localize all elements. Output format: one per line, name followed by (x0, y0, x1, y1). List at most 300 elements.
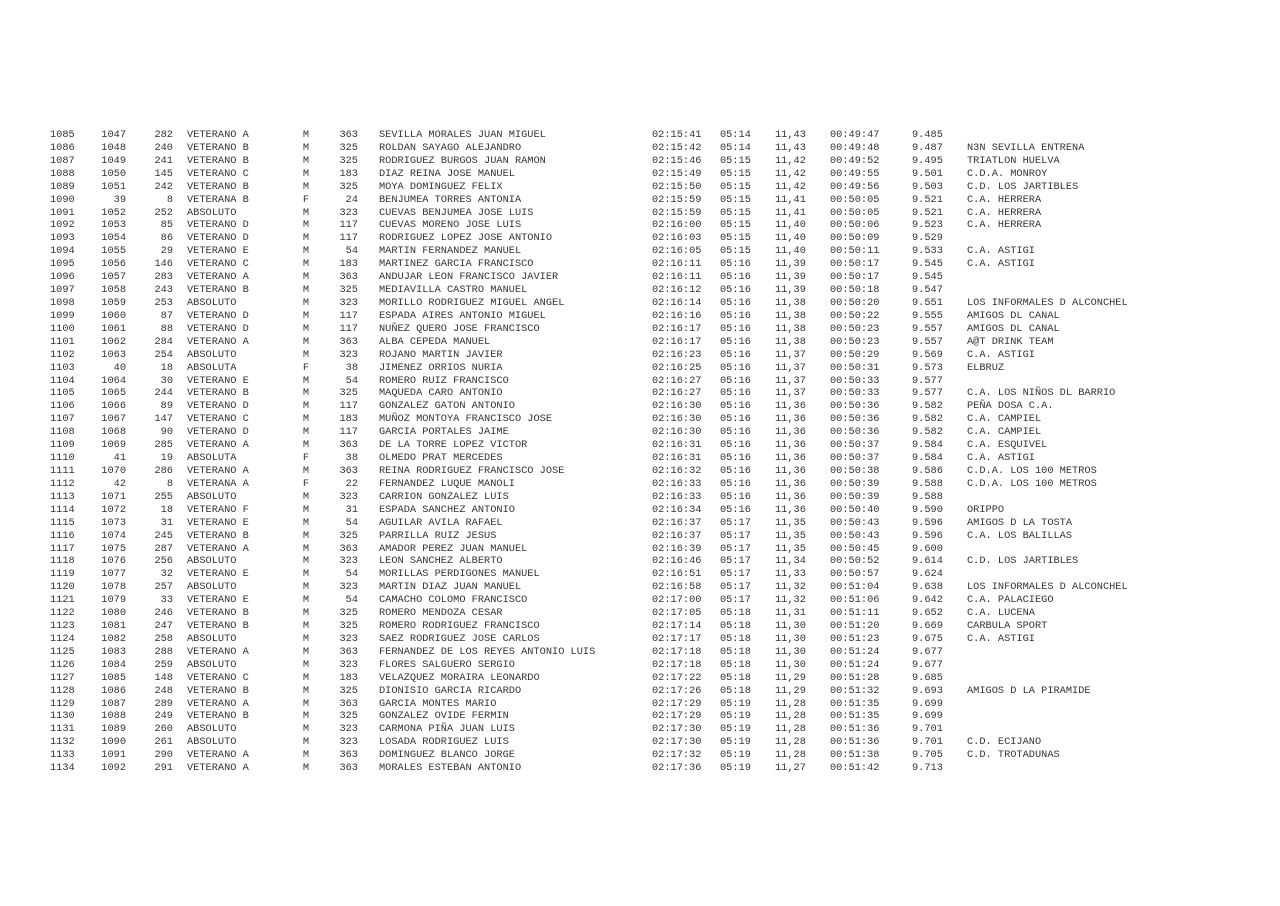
overall-position: 1090 (50, 193, 75, 206)
sex: M (302, 645, 310, 658)
club-name: C.A. LUCENA (967, 607, 1035, 620)
points: 9.600 (912, 542, 943, 555)
gender-position: 42 (113, 477, 126, 490)
points: 9.555 (912, 309, 943, 322)
points: 9.685 (912, 671, 943, 684)
sex: M (302, 400, 310, 413)
overall-position: 1085 (50, 129, 75, 141)
time-behind: 00:50:36 (830, 413, 880, 426)
overall-position: 1109 (50, 439, 75, 452)
table-row (0, 620, 1280, 633)
overall-position: 1107 (50, 413, 75, 426)
overall-position: 1095 (50, 258, 75, 271)
points: 9.638 (912, 581, 943, 594)
pace: 05:16 (720, 361, 751, 374)
finish-time: 02:16:12 (652, 284, 702, 297)
club-name: ORIPPO (967, 503, 1005, 516)
finish-time: 02:17:17 (652, 632, 702, 645)
category-total: 325 (339, 387, 358, 400)
speed: 11,43 (775, 141, 806, 154)
finish-time: 02:17:32 (652, 749, 702, 762)
time-behind: 00:50:18 (830, 284, 880, 297)
finish-time: 02:16:30 (652, 413, 702, 426)
runner-name: SAEZ RODRIGUEZ JOSE CARLOS (379, 632, 540, 645)
time-behind: 00:50:05 (830, 193, 880, 206)
finish-time: 02:16:03 (652, 232, 702, 245)
finish-time: 02:16:23 (652, 348, 702, 361)
category-total: 323 (339, 632, 358, 645)
table-row (0, 749, 1280, 762)
points: 9.577 (912, 387, 943, 400)
speed: 11,39 (775, 258, 806, 271)
overall-position: 1118 (50, 555, 75, 568)
category-total: 363 (339, 464, 358, 477)
time-behind: 00:50:37 (830, 439, 880, 452)
sex: M (302, 632, 310, 645)
club-name: C.D. LOS JARTIBLES (967, 180, 1079, 193)
club-name: PEÑA DOSA C.A. (967, 400, 1054, 413)
category-total: 54 (345, 374, 358, 387)
runner-name: ESPADA SANCHEZ ANTONIO (379, 503, 515, 516)
category-total: 117 (339, 400, 358, 413)
overall-position: 1108 (50, 426, 75, 439)
category-name: VETERANO D (187, 426, 249, 439)
runner-name: CUEVAS MORENO JOSE LUIS (379, 219, 522, 232)
pace: 05:16 (720, 374, 751, 387)
time-behind: 00:51:35 (830, 710, 880, 723)
category-position: 249 (154, 710, 173, 723)
points: 9.586 (912, 464, 943, 477)
points: 9.705 (912, 749, 943, 762)
runner-name: SEVILLA MORALES JUAN MIGUEL (379, 129, 546, 141)
pace: 05:15 (720, 232, 751, 245)
gender-position: 1062 (101, 335, 126, 348)
points: 9.485 (912, 129, 943, 141)
gender-position: 1059 (101, 296, 126, 309)
finish-time: 02:17:22 (652, 671, 702, 684)
runner-name: GARCIA PORTALES JAIME (379, 426, 509, 439)
speed: 11,36 (775, 439, 806, 452)
runner-name: MORILLO RODRIGUEZ MIGUEL ANGEL (379, 296, 565, 309)
time-behind: 00:50:52 (830, 555, 880, 568)
overall-position: 1120 (50, 581, 75, 594)
finish-time: 02:15:49 (652, 167, 702, 180)
overall-position: 1100 (50, 322, 75, 335)
category-position: 248 (154, 684, 173, 697)
points: 9.573 (912, 361, 943, 374)
overall-position: 1122 (50, 607, 75, 620)
speed: 11,28 (775, 723, 806, 736)
table-row (0, 181, 1280, 194)
category-position: 283 (154, 271, 173, 284)
table-row (0, 633, 1280, 646)
club-name: C.A. HERRERA (967, 193, 1042, 206)
gender-position: 1086 (101, 684, 126, 697)
pace: 05:16 (720, 296, 751, 309)
table-row (0, 297, 1280, 310)
points: 9.577 (912, 374, 943, 387)
time-behind: 00:50:43 (830, 529, 880, 542)
points: 9.669 (912, 620, 943, 633)
pace: 05:18 (720, 620, 751, 633)
gender-position: 1067 (101, 413, 126, 426)
finish-time: 02:16:33 (652, 477, 702, 490)
time-behind: 00:50:22 (830, 309, 880, 322)
table-row (0, 465, 1280, 478)
pace: 05:16 (720, 284, 751, 297)
finish-time: 02:16:17 (652, 335, 702, 348)
pace: 05:16 (720, 258, 751, 271)
table-row (0, 284, 1280, 297)
points: 9.693 (912, 684, 943, 697)
points: 9.642 (912, 594, 943, 607)
overall-position: 1130 (50, 710, 75, 723)
category-position: 86 (160, 232, 173, 245)
points: 9.547 (912, 284, 943, 297)
overall-position: 1086 (50, 141, 75, 154)
overall-position: 1133 (50, 749, 75, 762)
overall-position: 1124 (50, 632, 75, 645)
finish-time: 02:15:59 (652, 193, 702, 206)
table-row (0, 439, 1280, 452)
points: 9.582 (912, 413, 943, 426)
speed: 11,36 (775, 452, 806, 465)
speed: 11,37 (775, 361, 806, 374)
category-name: VETERANO D (187, 232, 249, 245)
category-total: 325 (339, 710, 358, 723)
overall-position: 1102 (50, 348, 75, 361)
overall-position: 1115 (50, 516, 75, 529)
overall-position: 1132 (50, 736, 75, 749)
category-position: 287 (154, 542, 173, 555)
category-position: 260 (154, 723, 173, 736)
table-row (0, 594, 1280, 607)
points: 9.557 (912, 322, 943, 335)
overall-position: 1097 (50, 284, 75, 297)
category-position: 89 (160, 400, 173, 413)
category-name: VETERANO A (187, 439, 249, 452)
gender-position: 1078 (101, 581, 126, 594)
time-behind: 00:50:36 (830, 400, 880, 413)
runner-name: MEDIAVILLA CASTRO MANUEL (379, 284, 528, 297)
runner-name: PARRILLA RUIZ JESUS (379, 529, 497, 542)
overall-position: 1111 (50, 464, 75, 477)
sex: M (302, 658, 310, 671)
category-total: 323 (339, 348, 358, 361)
time-behind: 00:51:04 (830, 581, 880, 594)
finish-time: 02:16:37 (652, 529, 702, 542)
category-position: 8 (166, 477, 173, 490)
speed: 11,40 (775, 245, 806, 258)
gender-position: 1088 (101, 710, 126, 723)
points: 9.699 (912, 710, 943, 723)
finish-time: 02:16:31 (652, 439, 702, 452)
runner-name: FERNANDEZ LUQUE MANOLI (379, 477, 515, 490)
category-total: 54 (345, 594, 358, 607)
time-behind: 00:50:06 (830, 219, 880, 232)
category-name: VETERANO A (187, 645, 249, 658)
club-name: C.A. LOS NIÑOS DL BARRIO (967, 387, 1116, 400)
category-position: 252 (154, 206, 173, 219)
pace: 05:16 (720, 400, 751, 413)
overall-position: 1119 (50, 568, 75, 581)
gender-position: 1058 (101, 284, 126, 297)
category-total: 183 (339, 413, 358, 426)
category-total: 183 (339, 167, 358, 180)
runner-name: MORALES ESTEBAN ANTONIO (379, 762, 522, 775)
pace: 05:16 (720, 413, 751, 426)
pace: 05:19 (720, 749, 751, 762)
points: 9.584 (912, 452, 943, 465)
overall-position: 1134 (50, 762, 75, 775)
category-total: 117 (339, 219, 358, 232)
overall-position: 1129 (50, 697, 75, 710)
sex: M (302, 348, 310, 361)
club-name: AMIGOS DL CANAL (967, 309, 1060, 322)
sex: M (302, 374, 310, 387)
gender-position: 1079 (101, 594, 126, 607)
pace: 05:16 (720, 439, 751, 452)
table-row (0, 168, 1280, 181)
category-position: 240 (154, 141, 173, 154)
category-name: ABSOLUTO (187, 658, 237, 671)
gender-position: 1085 (101, 671, 126, 684)
gender-position: 1063 (101, 348, 126, 361)
pace: 05:17 (720, 529, 751, 542)
sex: M (302, 206, 310, 219)
runner-name: DOMINGUEZ BLANCO JORGE (379, 749, 515, 762)
sex: M (302, 245, 310, 258)
category-position: 246 (154, 607, 173, 620)
table-row (0, 336, 1280, 349)
category-name: ABSOLUTO (187, 490, 237, 503)
category-total: 325 (339, 141, 358, 154)
time-behind: 00:49:52 (830, 154, 880, 167)
table-row (0, 452, 1280, 465)
pace: 05:15 (720, 245, 751, 258)
finish-time: 02:16:46 (652, 555, 702, 568)
speed: 11,40 (775, 232, 806, 245)
pace: 05:16 (720, 322, 751, 335)
category-total: 24 (345, 193, 358, 206)
category-total: 323 (339, 206, 358, 219)
sex: M (302, 594, 310, 607)
club-name: C.A. PALACIEGO (967, 594, 1054, 607)
category-position: 148 (154, 671, 173, 684)
time-behind: 00:51:24 (830, 658, 880, 671)
table-row (0, 194, 1280, 207)
club-name: C.A. ASTIGI (967, 348, 1035, 361)
sex: M (302, 141, 310, 154)
category-total: 323 (339, 658, 358, 671)
sex: M (302, 684, 310, 697)
runner-name: ROJANO MARTIN JAVIER (379, 348, 503, 361)
category-total: 363 (339, 542, 358, 555)
speed: 11,37 (775, 348, 806, 361)
category-position: 32 (160, 568, 173, 581)
table-row (0, 310, 1280, 323)
sex: M (302, 335, 310, 348)
sex: M (302, 568, 310, 581)
category-total: 363 (339, 697, 358, 710)
finish-time: 02:16:37 (652, 516, 702, 529)
overall-position: 1128 (50, 684, 75, 697)
club-name: A@T DRINK TEAM (967, 335, 1054, 348)
finish-time: 02:17:29 (652, 710, 702, 723)
category-position: 18 (160, 503, 173, 516)
table-row (0, 581, 1280, 594)
speed: 11,28 (775, 736, 806, 749)
table-row (0, 207, 1280, 220)
category-position: 19 (160, 452, 173, 465)
sex: M (302, 607, 310, 620)
club-name: C.A. ASTIGI (967, 632, 1035, 645)
table-row (0, 155, 1280, 168)
table-row (0, 258, 1280, 271)
points: 9.569 (912, 348, 943, 361)
points: 9.582 (912, 400, 943, 413)
overall-position: 1121 (50, 594, 75, 607)
time-behind: 00:51:32 (830, 684, 880, 697)
club-name: AMIGOS DL CANAL (967, 322, 1060, 335)
overall-position: 1093 (50, 232, 75, 245)
finish-time: 02:16:33 (652, 490, 702, 503)
points: 9.699 (912, 697, 943, 710)
category-position: 290 (154, 749, 173, 762)
category-position: 255 (154, 490, 173, 503)
table-row (0, 646, 1280, 659)
gender-position: 1060 (101, 309, 126, 322)
points: 9.529 (912, 232, 943, 245)
speed: 11,30 (775, 645, 806, 658)
category-name: VETERANO A (187, 271, 249, 284)
overall-position: 1123 (50, 620, 75, 633)
sex: M (302, 154, 310, 167)
runner-name: ESPADA AIRES ANTONIO MIGUEL (379, 309, 546, 322)
category-position: 31 (160, 516, 173, 529)
pace: 05:16 (720, 477, 751, 490)
runner-name: RODRIGUEZ LOPEZ JOSE ANTONIO (379, 232, 553, 245)
category-name: ABSOLUTO (187, 206, 237, 219)
sex: M (302, 413, 310, 426)
table-row (0, 710, 1280, 723)
category-name: ABSOLUTO (187, 736, 237, 749)
time-behind: 00:50:43 (830, 516, 880, 529)
club-name: C.A. ASTIGI (967, 258, 1035, 271)
time-behind: 00:51:20 (830, 620, 880, 633)
sex: F (302, 361, 310, 374)
pace: 05:17 (720, 542, 751, 555)
speed: 11,29 (775, 684, 806, 697)
points: 9.487 (912, 141, 943, 154)
runner-name: CUEVAS BENJUMEA JOSE LUIS (379, 206, 534, 219)
category-position: 90 (160, 426, 173, 439)
points: 9.584 (912, 439, 943, 452)
speed: 11,36 (775, 426, 806, 439)
category-position: 282 (154, 129, 173, 141)
pace: 05:19 (720, 762, 751, 775)
points: 9.503 (912, 180, 943, 193)
overall-position: 1094 (50, 245, 75, 258)
category-name: VETERANO D (187, 322, 249, 335)
pace: 05:16 (720, 309, 751, 322)
overall-position: 1091 (50, 206, 75, 219)
gender-position: 1070 (101, 464, 126, 477)
sex: M (302, 387, 310, 400)
runner-name: BENJUMEA TORRES ANTONIA (379, 193, 522, 206)
points: 9.521 (912, 206, 943, 219)
pace: 05:18 (720, 645, 751, 658)
club-name: C.D. ECIJANO (967, 736, 1042, 749)
category-name: VETERANO D (187, 309, 249, 322)
pace: 05:16 (720, 335, 751, 348)
gender-position: 1053 (101, 219, 126, 232)
sex: M (302, 529, 310, 542)
overall-position: 1106 (50, 400, 75, 413)
sex: M (302, 296, 310, 309)
pace: 05:18 (720, 632, 751, 645)
runner-name: AGUILAR AVILA RAFAEL (379, 516, 503, 529)
sex: M (302, 180, 310, 193)
gender-position: 1081 (101, 620, 126, 633)
category-name: VETERANO B (187, 180, 249, 193)
category-position: 145 (154, 167, 173, 180)
category-position: 18 (160, 361, 173, 374)
speed: 11,32 (775, 581, 806, 594)
category-position: 244 (154, 387, 173, 400)
gender-position: 1052 (101, 206, 126, 219)
club-name: AMIGOS D LA PIRAMIDE (967, 684, 1091, 697)
club-name: C.D. LOS JARTIBLES (967, 555, 1079, 568)
club-name: C.A. ASTIGI (967, 452, 1035, 465)
runner-name: JIMENEZ ORRIOS NURIA (379, 361, 503, 374)
category-name: VETERANO E (187, 594, 249, 607)
sex: M (302, 309, 310, 322)
finish-time: 02:17:00 (652, 594, 702, 607)
runner-name: MAQUEDA CARO ANTONIO (379, 387, 503, 400)
points: 9.588 (912, 477, 943, 490)
pace: 05:16 (720, 490, 751, 503)
pace: 05:17 (720, 594, 751, 607)
points: 9.545 (912, 258, 943, 271)
time-behind: 00:50:39 (830, 477, 880, 490)
speed: 11,42 (775, 154, 806, 167)
category-name: VETERANO C (187, 671, 249, 684)
overall-position: 1104 (50, 374, 75, 387)
club-name: C.A. CAMPIEL (967, 413, 1042, 426)
gender-position: 1051 (101, 180, 126, 193)
gender-position: 1064 (101, 374, 126, 387)
category-name: VETERANA B (187, 193, 249, 206)
speed: 11,28 (775, 710, 806, 723)
table-row (0, 530, 1280, 543)
category-name: VETERANO C (187, 258, 249, 271)
points: 9.501 (912, 167, 943, 180)
sex: M (302, 555, 310, 568)
sex: M (302, 439, 310, 452)
finish-time: 02:17:30 (652, 736, 702, 749)
time-behind: 00:51:36 (830, 723, 880, 736)
finish-time: 02:16:27 (652, 374, 702, 387)
club-name: AMIGOS D LA TOSTA (967, 516, 1073, 529)
category-total: 54 (345, 245, 358, 258)
pace: 05:19 (720, 723, 751, 736)
finish-time: 02:16:00 (652, 219, 702, 232)
pace: 05:16 (720, 452, 751, 465)
speed: 11,36 (775, 490, 806, 503)
points: 9.677 (912, 645, 943, 658)
category-name: ABSOLUTO (187, 296, 237, 309)
